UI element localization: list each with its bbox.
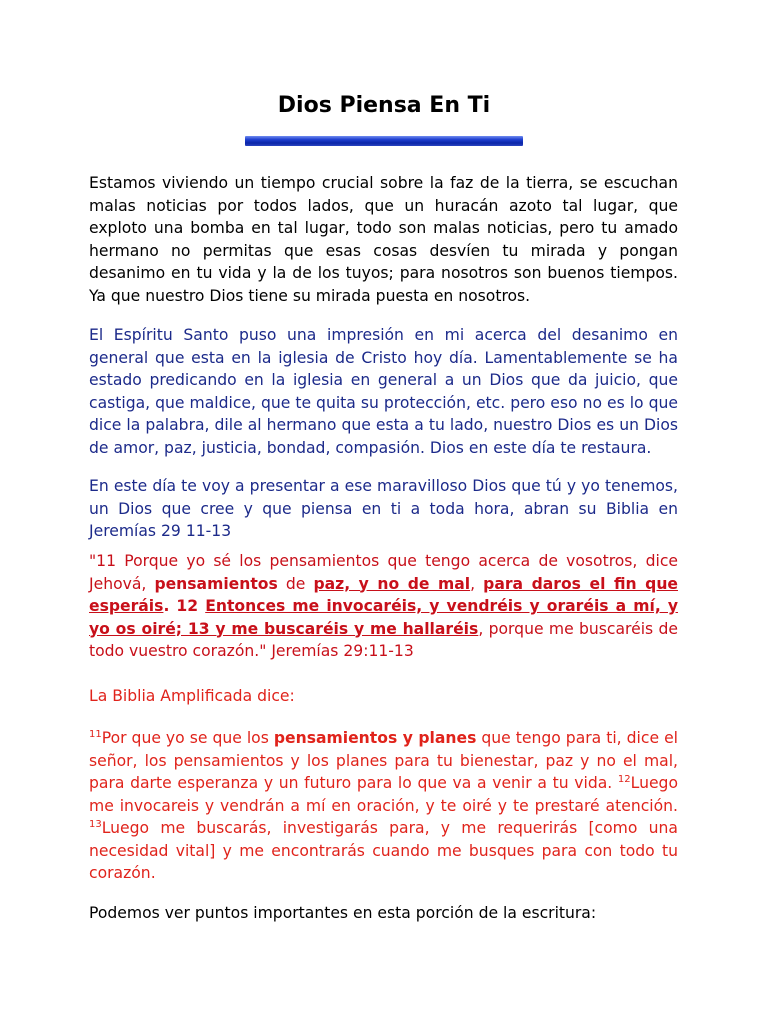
verse-number-11: 11 bbox=[89, 728, 102, 740]
amplified-text-1: Por que yo se que los bbox=[101, 729, 274, 747]
amplified-text-2: que tengo para ti, dice el señor, los pensamientos y los planes para tu bienestar, paz y no el mal, para darte esperanza y un futuro para lo que va a venir a tu vida. bbox=[89, 729, 678, 792]
verse-number-12: 12 bbox=[617, 773, 631, 785]
quote-text-5: , porque me buscaréis de todo vuestro corazón." Jeremías 29:11-13 bbox=[89, 619, 678, 660]
quote-emphasis-paz: paz, y no de mal bbox=[313, 574, 471, 593]
quote-text-4: . 12 bbox=[163, 597, 206, 615]
intro-paragraph: Estamos viviendo un tiempo crucial sobre la faz de la tierra, se escuchan malas noticias por todos lados, que un huracán azoto tal lugar, que exploto una bomba en tal lugar, todo son malas noticias, pero tu amado hermano no permitas que esas cosas desvíen tu mirada y pongan desanimo en tu vida y la de los tuyos; para nosotros son buenos tiempos. Ya que nuestro Dios tiene su mirada puesta en nosotros. bbox=[89, 174, 678, 305]
jeremiah-quote bbox=[89, 550, 678, 663]
verse-number-13: 13 bbox=[89, 818, 102, 830]
quote-emphasis-invocareis: Entonces me invocaréis, y vendréis y oraréis a mí, y yo os oiré; 13 y me buscaréis y me hallaréis bbox=[89, 597, 679, 638]
title-underline-bar bbox=[245, 136, 523, 146]
holy-spirit-paragraph: El Espíritu Santo puso una impresión en mi acerca del desanimo en general que esta en la iglesia de Cristo hoy día. Lamentablemente se ha estado predicando en la iglesia en general a un Dios que da juicio, que castiga, que maldice, que te quita su protección, etc. pero eso no es lo que dice la palabra, dile al hermano que esta a tu lado, nuestro Dios es un Dios de amor, paz, justicia, bondad, compasión. Dios en este día te restaura. bbox=[89, 326, 678, 457]
presentation-paragraph: En este día te voy a presentar a ese maravilloso Dios que tú y yo tenemos, un Dios que cree y que piensa en ti a toda hora, abran su Biblia en Jeremías 29 11-13 bbox=[89, 477, 678, 540]
quote-text-1: "11 Porque yo sé los pensamientos que tengo acerca de vosotros, dice Jehová, bbox=[89, 552, 678, 593]
amplified-text-4: Luego me buscarás, investigarás para, y me requerirás [como una necesidad vital] y me encontrarás cuando me busques para con todo tu corazón. bbox=[89, 819, 678, 882]
page-title: Dios Piensa En Ti bbox=[277, 93, 491, 118]
quote-text-2: de bbox=[277, 574, 314, 593]
amplified-heading: La Biblia Amplificada dice: bbox=[89, 687, 295, 705]
quote-emphasis-fin: para daros el fin que esperáis bbox=[89, 574, 678, 615]
quote-emphasis-pensamientos: pensamientos bbox=[154, 574, 278, 593]
closing-paragraph: Podemos ver puntos importantes en esta porción de la escritura: bbox=[89, 904, 597, 922]
amplified-emphasis: pensamientos y planes bbox=[273, 729, 477, 747]
amplified-text-3: Luego me invocareis y vendrán a mí en oración, y te oiré y te prestaré atención. bbox=[89, 774, 678, 815]
amplified-bible-text bbox=[89, 727, 678, 885]
quote-text-3: , bbox=[470, 574, 484, 593]
